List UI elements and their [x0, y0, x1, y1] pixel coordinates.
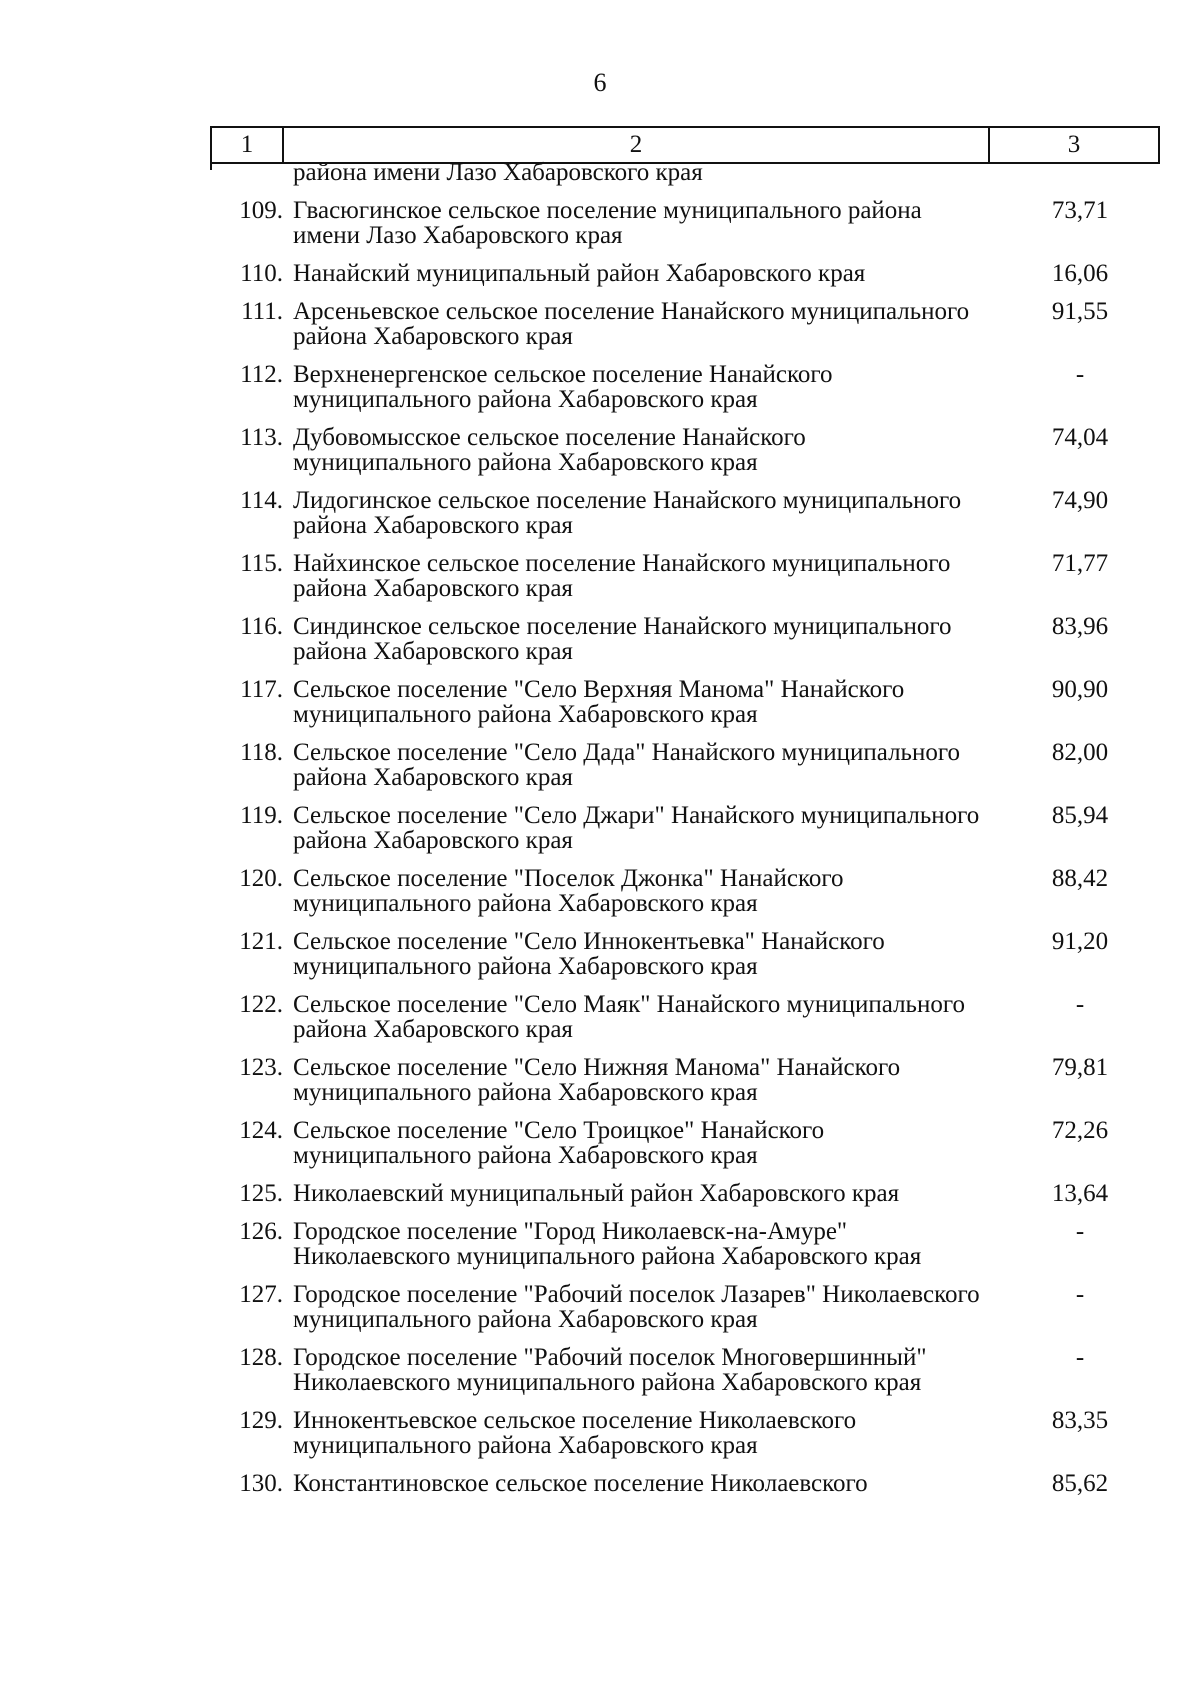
row-number: 121.	[239, 928, 283, 955]
row-value: 85,62	[1051, 1470, 1109, 1497]
table-row	[210, 1282, 1160, 1332]
row-number: 117.	[240, 676, 283, 703]
row-number: 110.	[240, 260, 283, 287]
row-name: Дубовомысское сельское поселение Нанайского муниципального района Хабаровского края	[293, 424, 806, 476]
row-name: Городское поселение "Рабочий поселок Многовершинный" Николаевского муниципального района Хабаровского края	[293, 1344, 927, 1396]
table-row	[210, 551, 1160, 601]
row-number: 116.	[240, 613, 283, 640]
table-row	[210, 299, 1160, 349]
row-value: 74,04	[1051, 424, 1109, 451]
table-row	[210, 488, 1160, 538]
table-row	[210, 740, 1160, 790]
table-row	[210, 1055, 1160, 1105]
row-number: 119.	[240, 802, 283, 829]
row-number: 115.	[240, 550, 283, 577]
continued-row-text: района имени Лазо Хабаровского края	[293, 159, 703, 186]
row-name: Нанайский муниципальный район Хабаровского края	[293, 260, 866, 287]
table-row	[210, 261, 1160, 286]
row-number: 127.	[239, 1281, 283, 1308]
row-number: 118.	[240, 739, 283, 766]
row-value: -	[1075, 991, 1085, 1018]
row-number: 124.	[239, 1117, 283, 1144]
table-row	[210, 198, 1160, 248]
table-row	[210, 992, 1160, 1042]
header-col-2: 2	[284, 128, 990, 162]
row-name: Городское поселение "Город Николаевск-на-Амуре" Николаевского муниципального района Хабаровского края	[293, 1218, 922, 1270]
row-name: Сельское поселение "Село Нижняя Манома" Нанайского муниципального района Хабаровского края	[293, 1054, 901, 1106]
row-number: 114.	[240, 487, 283, 514]
row-value: 74,90	[1051, 487, 1109, 514]
table-row	[210, 1118, 1160, 1168]
table-row	[210, 1345, 1160, 1395]
table-row	[210, 1408, 1160, 1458]
row-value: 82,00	[1051, 739, 1109, 766]
row-number: 111.	[241, 298, 283, 325]
table-body	[210, 198, 1160, 1509]
row-number: 122.	[239, 991, 283, 1018]
row-name: Сельское поселение "Поселок Джонка" Нанайского муниципального района Хабаровского края	[293, 865, 844, 917]
row-value: -	[1075, 1281, 1085, 1308]
row-name: Иннокентьевское сельское поселение Николаевского муниципального района Хабаровского края	[293, 1407, 857, 1459]
row-number: 125.	[239, 1180, 283, 1207]
row-value: 79,81	[1051, 1054, 1109, 1081]
table-row	[210, 1181, 1160, 1206]
row-name: Сельское поселение "Село Верхняя Манома" Нанайского муниципального района Хабаровского края	[293, 676, 905, 728]
row-value: 13,64	[1051, 1180, 1109, 1207]
row-name: Найхинское сельское поселение Нанайского муниципального района Хабаровского края	[293, 550, 951, 602]
row-value: 91,20	[1051, 928, 1109, 955]
table-row	[210, 929, 1160, 979]
row-value: 85,94	[1051, 802, 1109, 829]
table-row	[210, 1219, 1160, 1269]
table-row	[210, 677, 1160, 727]
row-value: 71,77	[1051, 550, 1109, 577]
table-row	[210, 614, 1160, 664]
page-number: 6	[593, 68, 607, 97]
row-number: 123.	[239, 1054, 283, 1081]
row-value: 72,26	[1051, 1117, 1109, 1144]
row-number: 130.	[239, 1470, 283, 1497]
row-number: 120.	[239, 865, 283, 892]
row-name: Николаевский муниципальный район Хабаровского края	[293, 1180, 900, 1207]
row-value: 88,42	[1051, 865, 1109, 892]
header-col-3: 3	[1067, 131, 1081, 158]
row-name: Городское поселение "Рабочий поселок Лазарев" Николаевского муниципального района Хабаровского края	[293, 1281, 980, 1333]
row-name: Сельское поселение "Село Иннокентьевка" Нанайского муниципального района Хабаровского края	[293, 928, 885, 980]
row-name: Синдинское сельское поселение Нанайского муниципального района Хабаровского края	[293, 613, 952, 665]
row-value: -	[1075, 1344, 1085, 1371]
header-col-1: 1	[212, 128, 284, 162]
row-value: 16,06	[1051, 260, 1109, 287]
row-value: -	[1075, 361, 1085, 388]
table-row	[210, 425, 1160, 475]
row-number: 112.	[240, 361, 283, 388]
table-border-stub	[210, 162, 212, 170]
table-row	[210, 866, 1160, 916]
row-name: Гвасюгинское сельское поселение муниципального района имени Лазо Хабаровского края	[293, 197, 922, 249]
row-value: 90,90	[1051, 676, 1109, 703]
row-value: 91,55	[1051, 298, 1109, 325]
row-name: Сельское поселение "Село Троицкое" Нанайского муниципального района Хабаровского края	[293, 1117, 825, 1169]
row-number: 129.	[239, 1407, 283, 1434]
row-number: 113.	[240, 424, 283, 451]
row-value: 83,35	[1051, 1407, 1109, 1434]
row-name: Сельское поселение "Село Дада" Нанайского муниципального района Хабаровского края	[293, 739, 960, 791]
row-name: Сельское поселение "Село Маяк" Нанайского муниципального района Хабаровского края	[293, 991, 965, 1043]
row-name: Лидогинское сельское поселение Нанайского муниципального района Хабаровского края	[293, 487, 962, 539]
row-number: 128.	[239, 1344, 283, 1371]
table-row	[210, 803, 1160, 853]
row-number: 126.	[239, 1218, 283, 1245]
row-number: 109.	[239, 197, 283, 224]
row-name: Константиновское сельское поселение Николаевского	[293, 1470, 868, 1497]
table-row	[210, 1471, 1160, 1496]
table-row	[210, 362, 1160, 412]
row-name: Верхненергенское сельское поселение Нанайского муниципального района Хабаровского края	[293, 361, 833, 413]
row-value: 73,71	[1051, 197, 1109, 224]
row-name: Сельское поселение "Село Джари" Нанайского муниципального района Хабаровского края	[293, 802, 980, 854]
row-value: 83,96	[1051, 613, 1109, 640]
row-value: -	[1075, 1218, 1085, 1245]
row-name: Арсеньевское сельское поселение Нанайского муниципального района Хабаровского края	[293, 298, 970, 350]
